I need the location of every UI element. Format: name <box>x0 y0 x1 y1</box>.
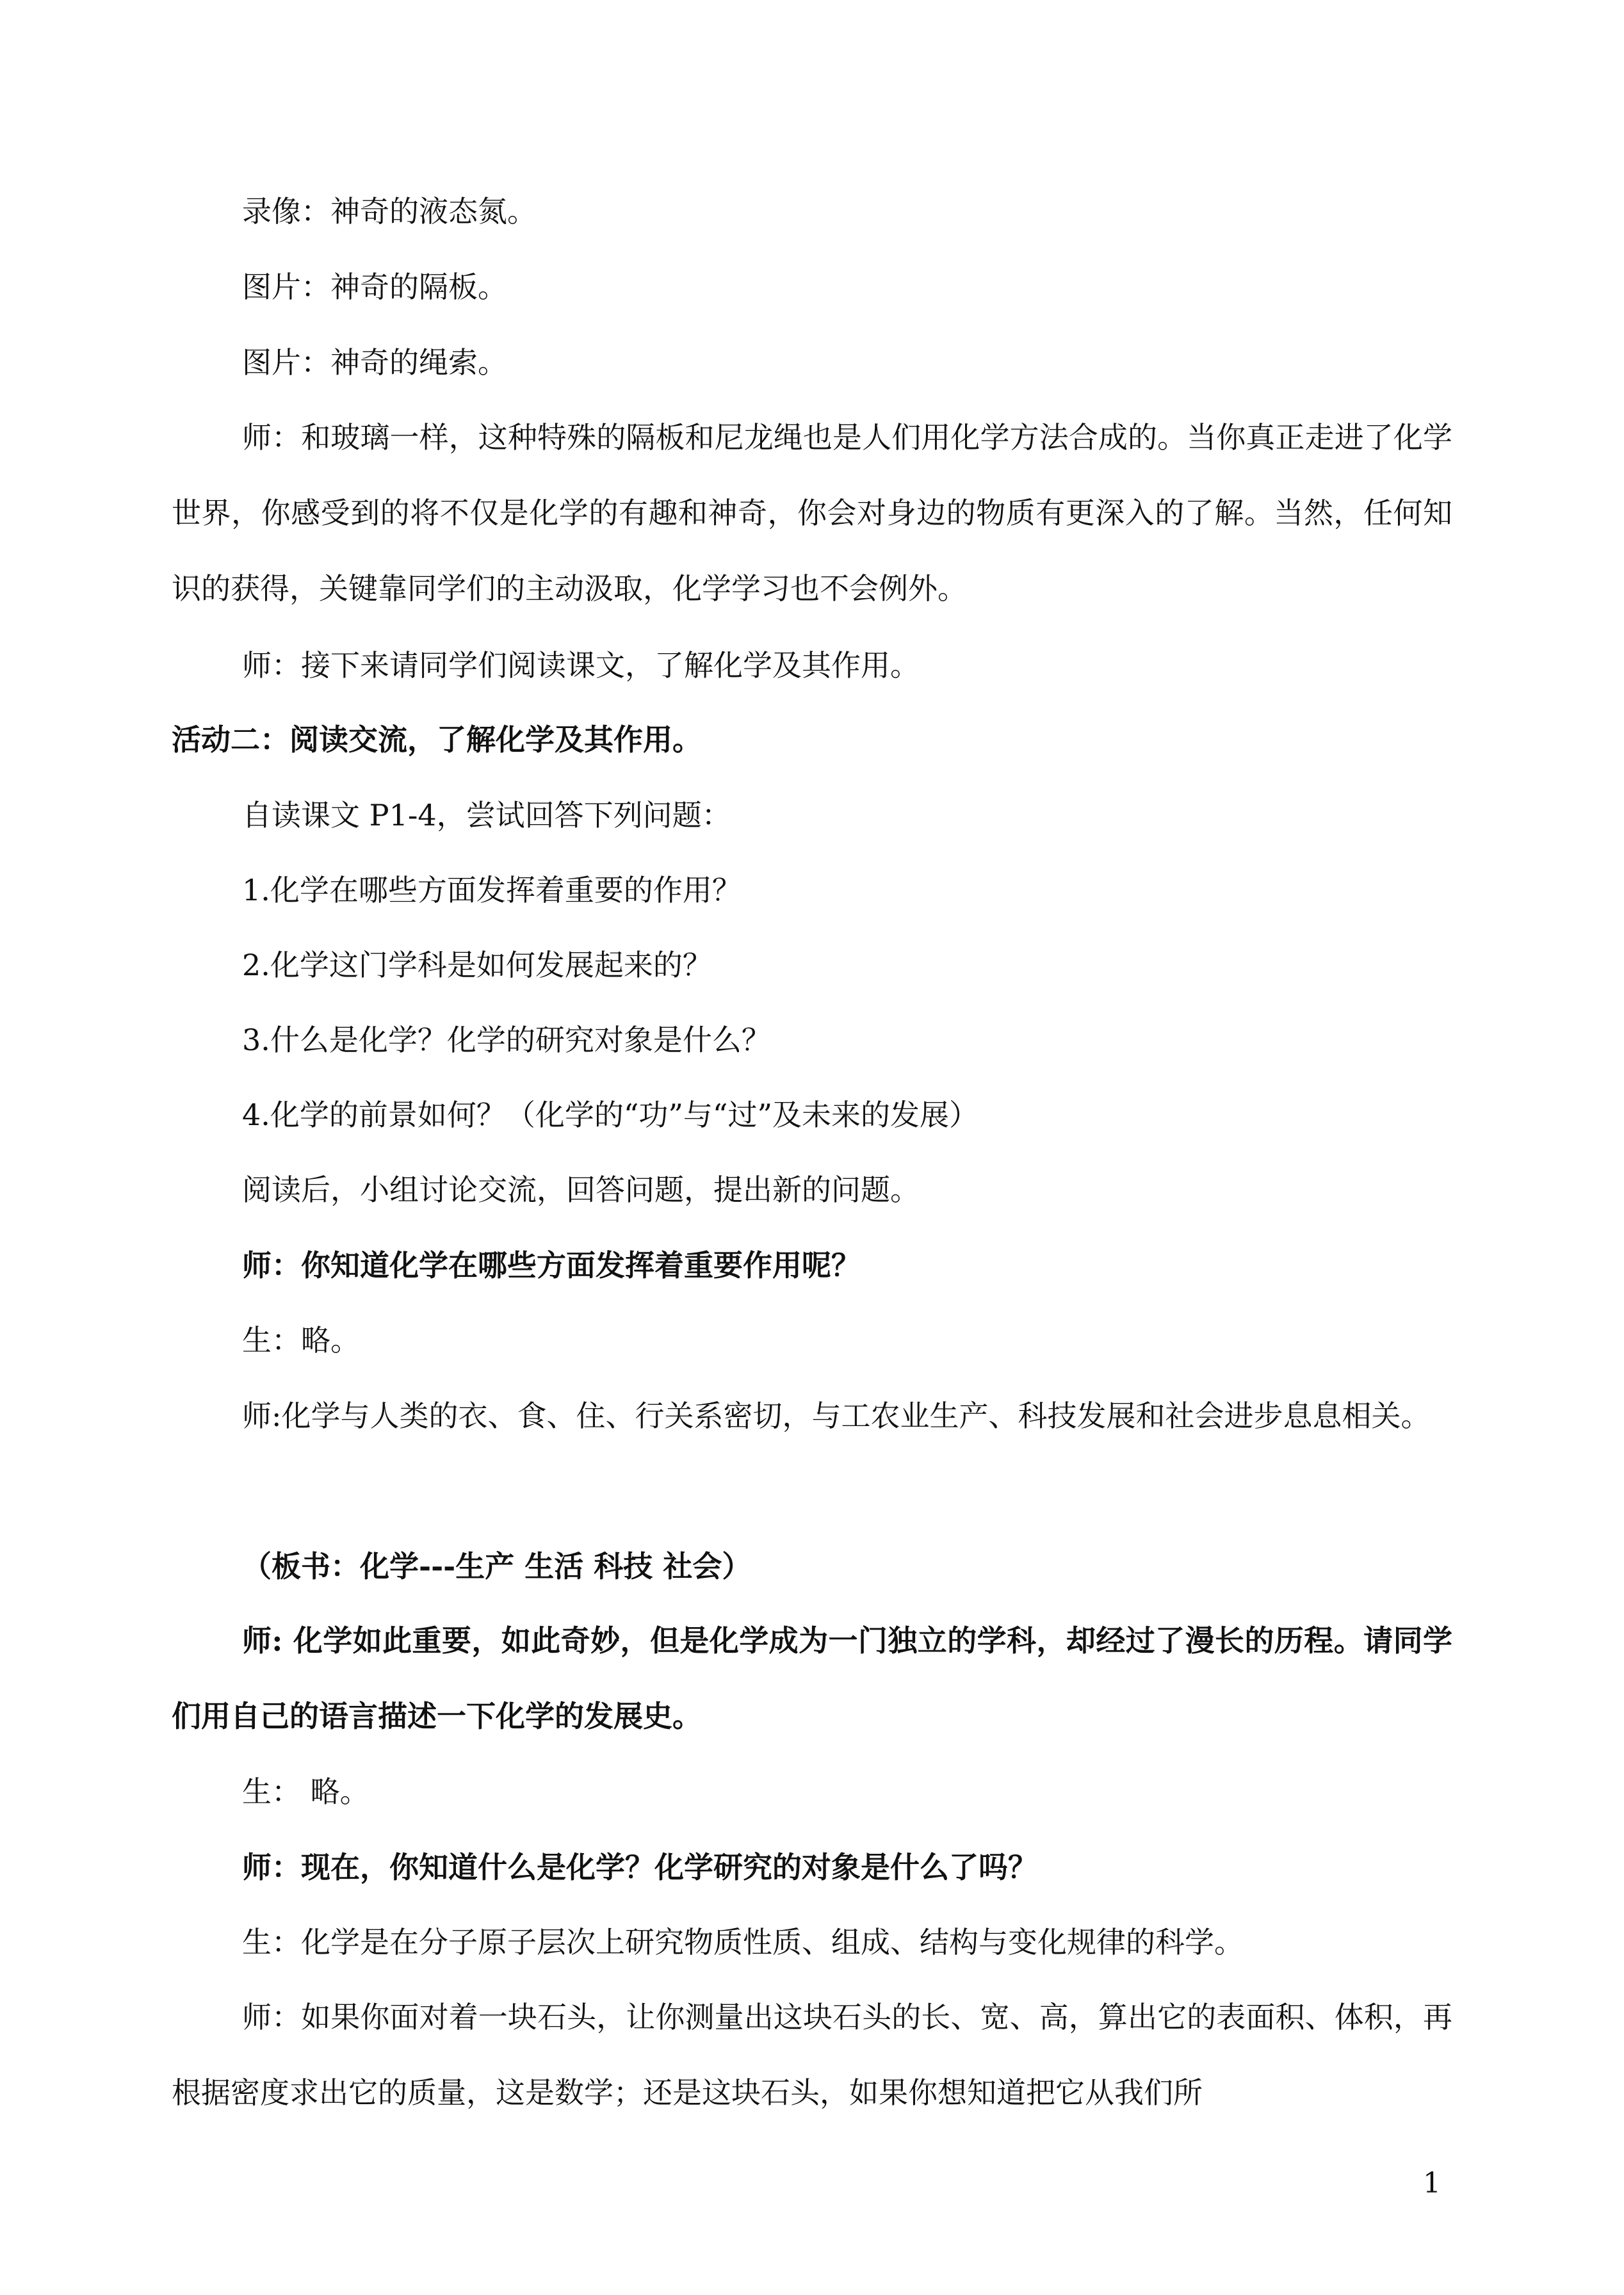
paragraph-picture-partition: 图片：神奇的隔板。 <box>242 270 507 304</box>
question-item-4: 4.化学的前景如何？（化学的“功”与“过”及未来的发展） <box>242 1098 978 1132</box>
page-number: 1 <box>1423 2167 1441 2200</box>
paragraph-teacher-read-text: 师：接下来请同学们阅读课文，了解化学及其作用。 <box>242 648 920 683</box>
question-item-1: 1.化学在哪些方面发挥着重要的作用？ <box>242 873 742 907</box>
paragraph-blackboard-note: （板书：化学---生产 生活 科技 社会） <box>242 1549 752 1584</box>
question-item-3: 3.什么是化学？化学的研究对象是什么？ <box>242 1023 771 1057</box>
paragraph-student-omitted-1: 生：略。 <box>242 1323 360 1358</box>
paragraph-teacher-what-is-chemistry: 师：现在，你知道什么是化学？化学研究的对象是什么了吗？ <box>242 1850 1037 1885</box>
question-item-2: 2.化学这门学科是如何发展起来的？ <box>242 948 712 982</box>
paragraph-self-read: 自读课文 P1-4，尝试回答下列问题： <box>242 798 731 832</box>
paragraph-teacher-question-role: 师：你知道化学在哪些方面发挥着重要作用呢？ <box>242 1248 861 1283</box>
paragraph-video-liquid-nitrogen: 录像：神奇的液态氮。 <box>242 194 537 229</box>
paragraph-group-discussion: 阅读后，小组讨论交流，回答问题，提出新的问题。 <box>242 1172 920 1207</box>
paragraph-student-omitted-2: 生： 略。 <box>242 1774 369 1809</box>
section-heading-activity-two: 活动二：阅读交流，了解化学及其作用。 <box>172 722 702 757</box>
paragraph-teacher-stone-example: 师：如果你面对着一块石头，让你测量出这块石头的长、宽、高，算出它的表面积、体积，再根据密度求出它的质量，这是数学；还是这块石头，如果你想知道把它从我们所 <box>172 2000 1452 2110</box>
paragraph-teacher-chemistry-life: 师:化学与人类的衣、食、住、行关系密切，与工农业生产、科技发展和社会进步息息相关。 <box>242 1399 1431 1433</box>
paragraph-picture-rope: 图片：神奇的绳索。 <box>242 345 507 380</box>
paragraph-student-definition: 生：化学是在分子原子层次上研究物质性质、组成、结构与变化规律的科学。 <box>242 1925 1244 1959</box>
paragraph-teacher-glass: 师：和玻璃一样，这种特殊的隔板和尼龙绳也是人们用化学方法合成的。当你真正走进了化学世界，你感受到的将不仅是化学的有趣和神奇，你会对身边的物质有更深入的了解。当然，任何知识的获得，关键靠同学们的主动汲取，化学学习也不会例外。 <box>172 420 1452 606</box>
paragraph-teacher-history: 师: 化学如此重要，如此奇妙，但是化学成为一门独立的学科，却经过了漫长的历程。请同学们用自己的语言描述一下化学的发展史。 <box>172 1623 1452 1733</box>
